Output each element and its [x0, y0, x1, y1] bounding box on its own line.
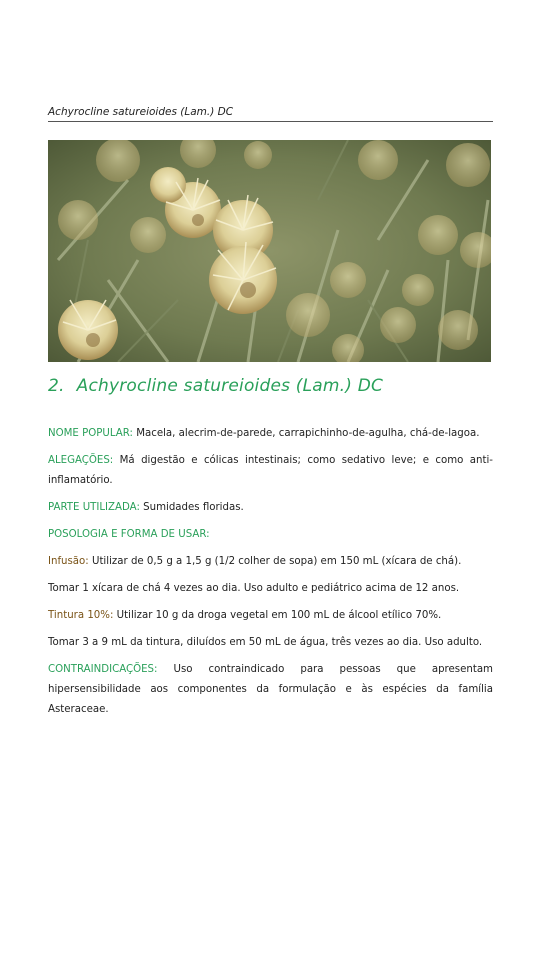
alegacoes-label: ALEGAÇÕES:	[48, 455, 114, 466]
plant-photo	[48, 140, 491, 362]
nome-popular-label: NOME POPULAR:	[48, 428, 133, 439]
section-heading	[48, 376, 493, 396]
plant-photo-icon	[48, 140, 491, 362]
section-number: 2.	[48, 376, 65, 396]
infusao-label: Infusão:	[48, 556, 89, 567]
monograph-body	[48, 424, 493, 727]
infusao-dose-paragraph: Tomar 1 xícara de chá 4 vezes ao dia. Uso adulto e pediátrico acima de 12 anos.	[48, 583, 460, 594]
contraindicacoes-label: CONTRAINDICAÇÕES:	[48, 664, 158, 675]
nome-popular-text: Macela, alecrim-de-parede, carrapichinho-de-agulha, chá-de-lagoa.	[136, 428, 480, 439]
infusao-text: Utilizar de 0,5 g a 1,5 g (1/2 colher de sopa) em 150 mL (xícara de chá).	[91, 556, 462, 567]
parte-utilizada-paragraph	[48, 498, 493, 518]
tintura-label: Tintura 10%:	[48, 610, 114, 621]
infusao-paragraph	[48, 552, 493, 572]
tintura-dose-paragraph: Tomar 3 a 9 mL da tintura, diluídos em 50 mL de água, três vezes ao dia. Uso adulto.	[48, 637, 483, 648]
contraindicacoes-paragraph	[48, 660, 493, 720]
tintura-paragraph	[48, 606, 493, 626]
alegacoes-paragraph	[48, 451, 493, 491]
posologia-heading	[48, 525, 493, 545]
contraindicacoes-text: Uso contraindicado para pessoas que apresentam hipersensibilidade aos componentes da formulação e às espécies da família Asteraceae.	[48, 664, 493, 715]
parte-utilizada-label: PARTE UTILIZADA:	[48, 502, 140, 513]
posologia-label: POSOLOGIA E FORMA DE USAR:	[48, 529, 210, 540]
tintura-text: Utilizar 10 g da droga vegetal em 100 mL de álcool etílico 70%.	[116, 610, 442, 621]
nome-popular-paragraph	[48, 424, 493, 444]
parte-utilizada-text: Sumidades floridas.	[143, 502, 244, 513]
running-header: Achyrocline satureioides (Lam.) DC	[48, 106, 493, 122]
section-title: Achyrocline satureioides (Lam.) DC	[76, 376, 384, 396]
alegacoes-text: Má digestão e cólicas intestinais; como sedativo leve; e como anti-inflamatório.	[48, 455, 493, 486]
